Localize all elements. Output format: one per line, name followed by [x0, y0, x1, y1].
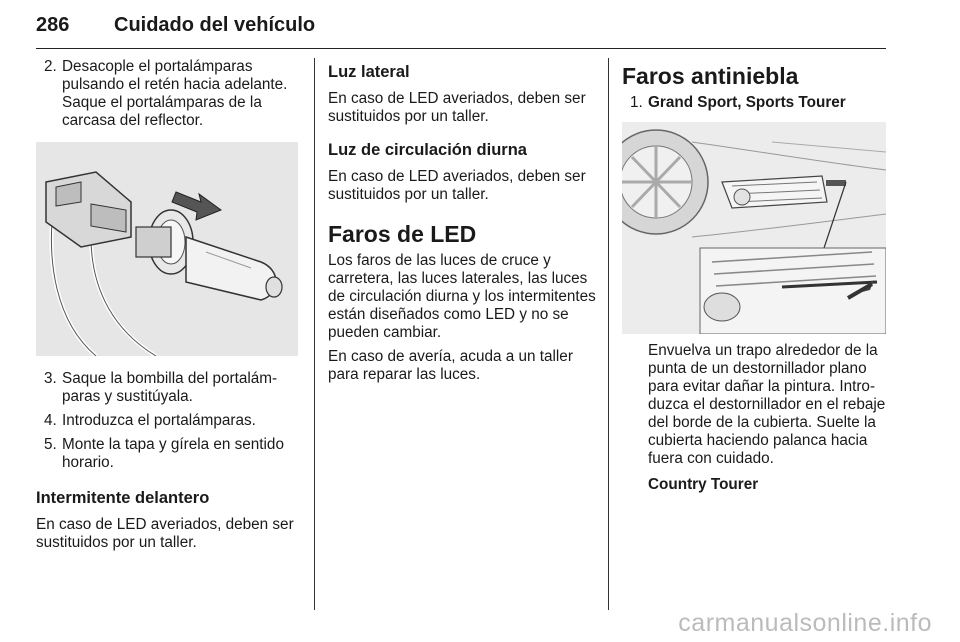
failure-text: En caso de avería, acuda a un taller para reparar las luces. [328, 348, 573, 383]
step-number: 2. [44, 58, 57, 75]
heading-daytime-running-light: Luz de circulación diurna [328, 141, 527, 159]
step-text: Saque la bombilla del portalámparas y sustitúyala. [62, 370, 278, 405]
country-tourer-label: Country Tourer [648, 476, 759, 493]
drl-text: En caso de LED averiados, deben ser sustituidos por un taller. [328, 168, 586, 203]
fog-light-illustration [622, 122, 886, 334]
step-1 [622, 94, 888, 112]
watermark: carmanualsonline.info [678, 609, 932, 637]
step-text: Monte la tapa y gírela en sentido horario. [62, 436, 284, 471]
bulb-illustration-svg [36, 142, 298, 356]
column-1 [36, 58, 301, 552]
heading-side-light: Luz lateral [328, 63, 410, 81]
step-number: 3. [44, 370, 57, 387]
step-5 [36, 436, 301, 472]
column-divider [608, 58, 609, 610]
step-number: 1. [630, 94, 643, 111]
fog-light-illustration-svg [622, 122, 886, 334]
step-2 [36, 58, 301, 130]
fog-light-instructions: Envuelva un trapo alrededor de la punta de un destornillador plano para evitar dañar la pintura. Introduzca el destornillador en el rebaje del borde de la cubierta. Suelte la cubierta haciendo palanca hacia fuera con cuidado. [648, 342, 886, 467]
led-headlights-text: Los faros de las luces de cruce y carretera, las luces laterales, las luces de circulación diurna y los intermitentes están diseñados como LED y no se pueden cambiar. [328, 252, 596, 341]
step-number: 5. [44, 436, 57, 453]
page-number: 286 [36, 14, 70, 36]
column-3 [622, 58, 888, 494]
side-light-text: En caso de LED averiados, deben ser sustituidos por un taller. [328, 90, 586, 125]
heading-fog-lights: Faros antiniebla [622, 63, 799, 89]
page-header [36, 12, 886, 49]
bulb-holder-illustration [36, 142, 298, 356]
step-text: Introduzca el portalámparas. [62, 412, 256, 429]
section-title: Cuidado del vehículo [114, 14, 316, 36]
heading-led-headlights: Faros de LED [328, 221, 477, 247]
column-2 [328, 58, 596, 384]
step-text: Grand Sport, Sports Tourer [648, 94, 846, 111]
step-text: Desacople el portalámparas pulsando el retén hacia adelante. Saque el portalámparas de la carcasa del reflector. [62, 58, 288, 129]
step-number: 4. [44, 412, 57, 429]
column-divider [314, 58, 315, 610]
heading-turn-signal: Intermitente delantero [36, 489, 210, 507]
step-4 [36, 412, 301, 430]
step-3 [36, 370, 301, 406]
turn-signal-text: En caso de LED averiados, deben ser sustituidos por un taller. [36, 516, 294, 551]
